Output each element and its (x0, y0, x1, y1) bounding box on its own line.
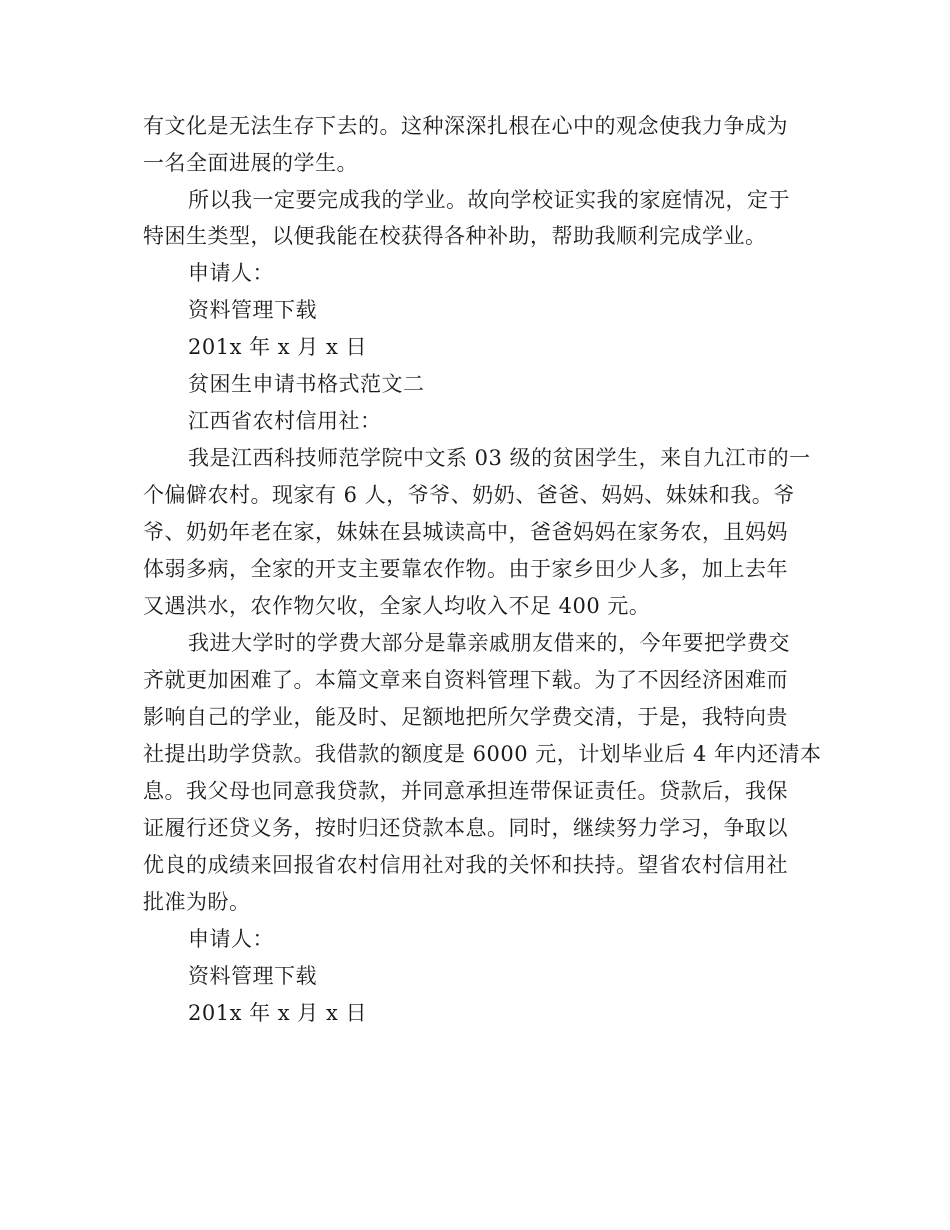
paragraph-line: 体弱多病，全家的开支主要靠农作物。由于家乡田少人多，加上去年 (143, 557, 788, 581)
paragraph-line: 特困生类型，以便我能在校获得各种补助，帮助我顺利完成学业。 (143, 224, 767, 248)
applicant-label: 申请人： (188, 927, 274, 951)
applicant-name: 资料管理下载 (188, 298, 317, 322)
date-line: 201x 年 x 月 x 日 (188, 1001, 367, 1025)
section-title: 贫困生申请书格式范文二 (188, 372, 425, 396)
paragraph-line: 爷、奶奶年老在家，妹妹在县城读高中，爸爸妈妈在家务农，且妈妈 (143, 520, 788, 544)
paragraph-line: 优良的成绩来回报省农村信用社对我的关怀和扶持。望省农村信用社 (143, 853, 788, 877)
date-line: 201x 年 x 月 x 日 (188, 335, 367, 359)
paragraph-line: 所以我一定要完成我的学业。故向学校证实我的家庭情况，定于 (188, 188, 790, 212)
paragraph-line: 有文化是无法生存下去的。这种深深扎根在心中的观念使我力争成为 (143, 114, 788, 138)
applicant-name: 资料管理下载 (188, 964, 317, 988)
paragraph-line: 批准为盼。 (143, 890, 251, 914)
paragraph-line: 影响自己的学业，能及时、足额地把所欠学费交清，于是，我特向贵 (143, 705, 788, 729)
paragraph-line: 息。我父母也同意我贷款，并同意承担连带保证责任。贷款后，我保 (143, 779, 788, 803)
paragraph-line: 一名全面进展的学生。 (143, 151, 358, 175)
paragraph-line: 我进大学时的学费大部分是靠亲戚朋友借来的，今年要把学费交 (188, 631, 790, 655)
paragraph-line: 证履行还贷义务，按时归还贷款本息。同时，继续努力学习，争取以 (143, 816, 788, 840)
paragraph-line: 齐就更加困难了。本篇文章来自资料管理下载。为了不因经济困难而 (143, 668, 788, 692)
applicant-label: 申请人： (188, 261, 274, 285)
paragraph-line: 社提出助学贷款。我借款的额度是 6000 元，计划毕业后 4 年内还清本 (143, 742, 822, 766)
paragraph-line: 我是江西科技师范学院中文系 03 级的贫困学生，来自九江市的一 (188, 446, 811, 470)
salutation: 江西省农村信用社： (188, 409, 382, 433)
paragraph-line: 个偏僻农村。现家有 6 人，爷爷、奶奶、爸爸、妈妈、妹妹和我。爷 (143, 483, 795, 507)
paragraph-line: 又遇洪水，农作物欠收，全家人均收入不足 400 元。 (143, 594, 651, 618)
